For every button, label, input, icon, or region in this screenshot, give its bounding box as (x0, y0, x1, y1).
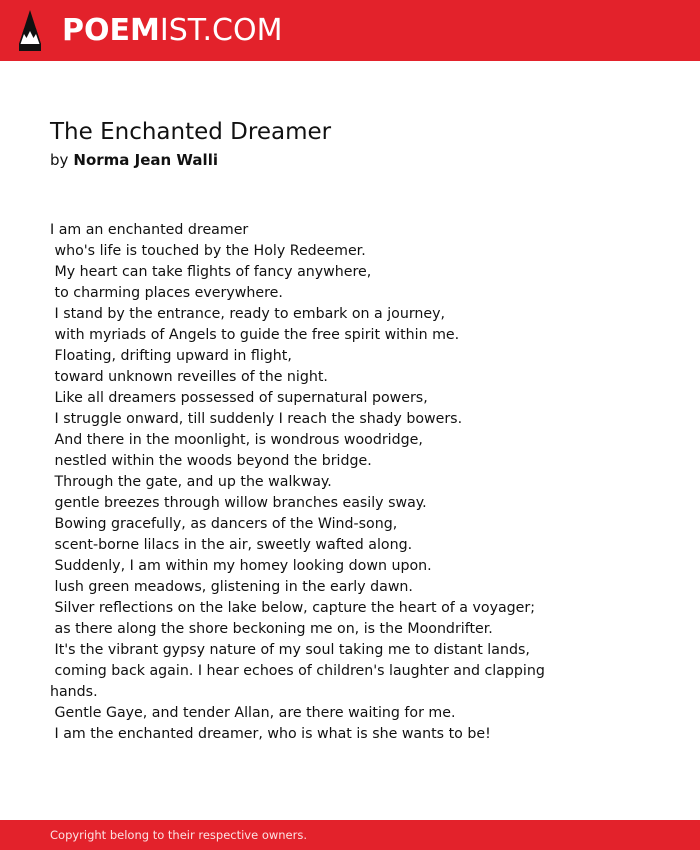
poem-line: to charming places everywhere. (50, 285, 283, 301)
poem-line: I struggle onward, till suddenly I reach the shady bowers. (50, 411, 463, 427)
site-header (0, 0, 700, 61)
poem-author[interactable]: Norma Jean Walli (73, 151, 218, 169)
poem-line: Silver reflections on the lake below, capture the heart of a voyager; (50, 600, 536, 616)
poem-line: gentle breezes through willow branches easily sway. (50, 495, 427, 511)
poem-line: It's the vibrant gypsy nature of my soul taking me to distant lands, (50, 642, 530, 658)
site-footer (0, 820, 700, 850)
poem-content (50, 116, 650, 745)
poem-line: Gentle Gaye, and tender Allan, are there waiting for me. (50, 705, 456, 721)
copyright-notice: Copyright belong to their respective owners. (50, 828, 308, 842)
poem-line: And there in the moonlight, is wondrous woodridge, (50, 432, 423, 448)
poem-line: toward unknown reveilles of the night. (50, 369, 328, 385)
poem-line: Bowing gracefully, as dancers of the Wind-song, (50, 516, 398, 532)
poem-line: scent-borne lilacs in the air, sweetly wafted along. (50, 537, 413, 553)
by-label: by (50, 151, 69, 169)
poem-line: I stand by the entrance, ready to embark on a journey, (50, 306, 446, 322)
poem-line: Floating, drifting upward in flight, (50, 348, 292, 364)
poem-body (50, 220, 650, 745)
poem-line: My heart can take flights of fancy anywhere, (50, 264, 372, 280)
poem-line: nestled within the woods beyond the bridge. (50, 453, 372, 469)
poem-line: Through the gate, and up the walkway. (50, 474, 332, 490)
site-logo[interactable] (62, 13, 282, 49)
poem-line: with myriads of Angels to guide the free spirit within me. (50, 327, 460, 343)
poem-line: as there along the shore beckoning me on, is the Moondrifter. (50, 621, 493, 637)
poem-title: The Enchanted Dreamer (50, 119, 332, 145)
poem-line: coming back again. I hear echoes of children's laughter and clapping (50, 663, 545, 679)
pencil-tip-icon[interactable] (18, 10, 42, 51)
poem-line: Suddenly, I am within my homey looking down upon. (50, 558, 432, 574)
poem-line: who's life is touched by the Holy Redeemer. (50, 243, 366, 259)
poem-line: hands. (50, 684, 98, 700)
logo-bold-text: POEM (62, 13, 160, 48)
poem-line: lush green meadows, glistening in the early dawn. (50, 579, 413, 595)
logo-light-text: IST.COM (159, 13, 283, 48)
poem-line: I am an enchanted dreamer (50, 222, 249, 238)
poem-line: Like all dreamers possessed of supernatural powers, (50, 390, 428, 406)
poem-line: I am the enchanted dreamer, who is what is she wants to be! (50, 726, 491, 742)
poem-byline (50, 149, 650, 171)
